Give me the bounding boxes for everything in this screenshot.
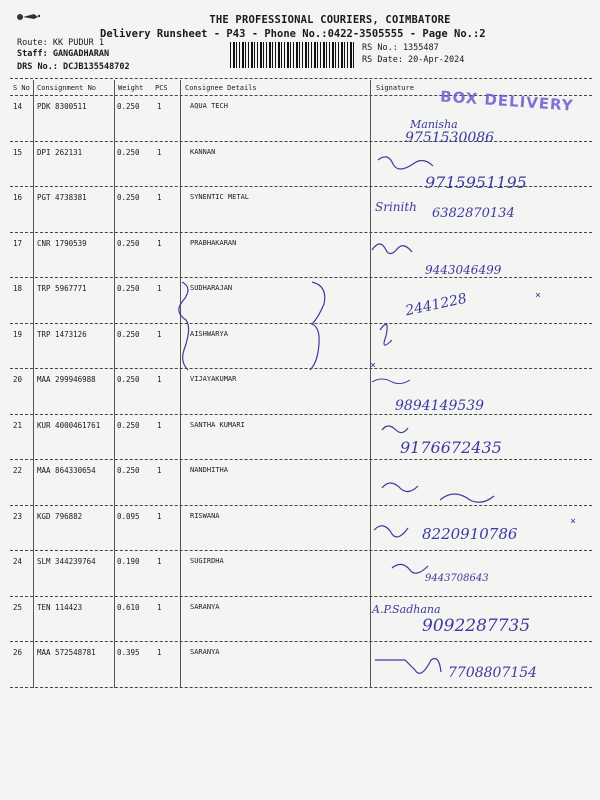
- row-pcs: 1: [157, 648, 162, 657]
- row-weight: 0.395: [117, 648, 140, 657]
- row-pcs: 1: [157, 238, 162, 248]
- row-consignee: SARANYA: [190, 648, 220, 656]
- box-delivery-stamp: BOX DELIVERY: [439, 87, 575, 115]
- row-weight: 0.250: [117, 375, 140, 384]
- signature-name: A.P.Sadhana: [372, 603, 441, 616]
- row-sno: 22: [13, 466, 23, 475]
- signature-phone: 9092287735: [422, 616, 531, 636]
- col-header-consignment: Consignment No: [37, 84, 97, 92]
- row-weight: 0.250: [117, 420, 140, 430]
- row-weight: 0.250: [117, 329, 140, 339]
- row-consignee: PRABHAKARAN: [190, 238, 237, 247]
- row-pcs: 1: [157, 511, 162, 521]
- row-sno: 21: [13, 420, 23, 430]
- row-pcs: 1: [157, 284, 162, 293]
- signature-scribble: [382, 426, 408, 433]
- row-consignment-no: MAA 299946988: [37, 375, 96, 384]
- row-consignment-no: TRP 5967771: [37, 284, 87, 293]
- signature-scribble: [380, 324, 392, 345]
- row-consignee: RISWANA: [190, 511, 220, 520]
- tick-mark: ×: [535, 290, 542, 301]
- tick-mark: ×: [370, 360, 377, 371]
- signature-scribble: [392, 564, 428, 573]
- rs-number: RS No.: 1355487: [362, 43, 439, 53]
- row-consignee: AISHWARYA: [190, 329, 228, 338]
- col-header-consignee: Consignee Details: [185, 84, 257, 92]
- row-sno: 15: [13, 147, 23, 157]
- row-consignee: SUGIRDHA: [190, 557, 224, 565]
- rs-date: RS Date: 20-Apr-2024: [362, 55, 465, 65]
- tick-mark: ×: [570, 516, 577, 527]
- runsheet-line: Delivery Runsheet - P43 - Phone No.:0422-3505555 - Page No.:2: [100, 28, 486, 40]
- signature-scribble: [375, 659, 441, 674]
- row-sno: 17: [13, 238, 23, 248]
- row-pcs: 1: [157, 420, 162, 430]
- row-pcs: 1: [157, 466, 162, 475]
- row-consignee: VIJAYAKUMAR: [190, 375, 237, 383]
- row-pcs: 1: [157, 147, 162, 157]
- row-consignment-no: PDK 8300511: [37, 102, 87, 111]
- row-sno: 19: [13, 329, 23, 339]
- row-sno: 18: [13, 284, 23, 293]
- bracket-mark: [179, 282, 189, 370]
- staff-label: Staff: GANGADHARAN: [17, 49, 110, 59]
- signature-scribble: [372, 379, 410, 384]
- row-consignee: NANDHITHA: [190, 466, 228, 474]
- row-pcs: 1: [157, 193, 162, 202]
- signature-phone: 8220910786: [422, 525, 518, 543]
- row-pcs: 1: [157, 102, 162, 111]
- row-sno: 23: [13, 511, 23, 521]
- col-header-signature: Signature: [376, 84, 414, 92]
- col-header-sno: S No: [13, 84, 30, 92]
- signature-name: Srinith: [375, 200, 417, 214]
- row-pcs: 1: [157, 557, 162, 566]
- signature-scribble: [378, 157, 433, 169]
- signature-phone: 9751530086: [405, 130, 495, 146]
- row-sno: 24: [13, 557, 23, 566]
- row-sno: 25: [13, 602, 23, 612]
- row-weight: 0.250: [117, 284, 140, 293]
- signature-phone: 9894149539: [395, 398, 485, 414]
- row-consignment-no: TRP 1473126: [37, 329, 87, 339]
- row-weight: 0.250: [117, 147, 140, 157]
- col-header-pcs: PCS: [155, 84, 168, 92]
- signature-phone: 9176672435: [400, 438, 502, 457]
- row-pcs: 1: [157, 329, 162, 339]
- row-consignment-no: MAA 864330654: [37, 466, 96, 475]
- row-consignee: SUDHARAJAN: [190, 284, 233, 292]
- row-consignment-no: PGT 4738381: [37, 193, 87, 202]
- row-consignment-no: DPI 262131: [37, 147, 83, 157]
- row-consignee: AQUA TECH: [190, 102, 228, 110]
- row-consignment-no: TEN 114423: [37, 602, 83, 612]
- signature-scribble: [374, 526, 408, 537]
- row-weight: 0.250: [117, 193, 140, 202]
- company-title: THE PROFESSIONAL COURIERS, COIMBATORE: [209, 14, 451, 26]
- row-sno: 16: [13, 193, 23, 202]
- row-weight: 0.095: [117, 511, 140, 521]
- route-label: Route: KK PUDUR 1: [17, 38, 104, 48]
- row-pcs: 1: [157, 602, 162, 612]
- row-consignee: KANNAN: [190, 147, 216, 156]
- row-pcs: 1: [157, 375, 162, 384]
- signature-phone: 2441228: [404, 290, 469, 320]
- signature-phone: 6382870134: [432, 206, 515, 221]
- signature-phone: 9715951195: [425, 173, 527, 192]
- row-weight: 0.610: [117, 602, 140, 612]
- signature-scribble: [372, 244, 412, 254]
- row-weight: 0.250: [117, 466, 140, 475]
- signature-phone: 9443046499: [425, 263, 502, 277]
- row-weight: 0.250: [117, 102, 140, 111]
- signature-phone: 7708807154: [448, 665, 538, 681]
- row-consignee: SARANYA: [190, 602, 220, 611]
- bracket-mark: [310, 282, 325, 370]
- row-sno: 26: [13, 648, 23, 657]
- row-weight: 0.190: [117, 557, 140, 566]
- col-header-weight: Weight: [118, 84, 144, 92]
- row-consignee: SYNENTIC METAL: [190, 193, 250, 201]
- signature-name: Manisha: [410, 118, 458, 131]
- row-consignment-no: CNR 1790539: [37, 238, 87, 248]
- row-consignment-no: KUR 4000461761: [37, 420, 101, 430]
- row-sno: 14: [13, 102, 23, 111]
- signature-phone: 9443708643: [425, 573, 489, 584]
- row-weight: 0.250: [117, 238, 140, 248]
- signature-scribble: [382, 483, 494, 502]
- drs-label: DRS No.: DCJB135548702: [17, 62, 130, 72]
- row-sno: 20: [13, 375, 23, 384]
- row-consignee: SANTHA KUMARI: [190, 420, 245, 429]
- row-consignment-no: SLM 344239764: [37, 557, 96, 566]
- row-consignment-no: KGD 796882: [37, 511, 83, 521]
- row-consignment-no: MAA 572548781: [37, 648, 96, 657]
